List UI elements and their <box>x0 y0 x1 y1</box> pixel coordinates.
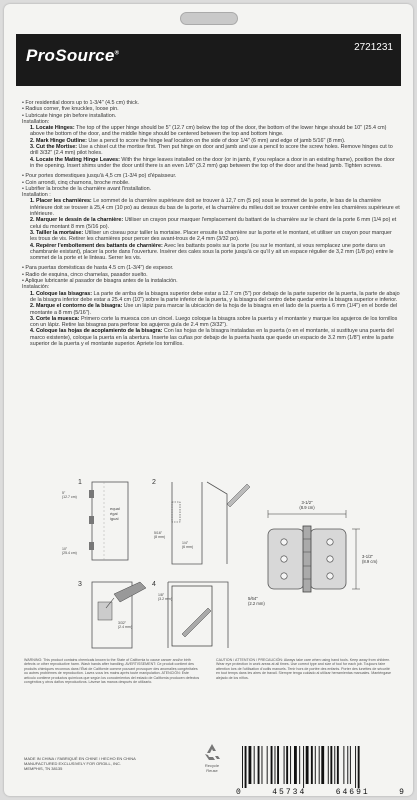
package-card <box>4 4 413 796</box>
step <box>22 157 400 170</box>
barcode-bar <box>337 746 339 784</box>
step-title: 3. Tailler la mortaise: <box>30 229 84 236</box>
barcode-bar <box>267 746 268 784</box>
installation-heading: Instalación: <box>22 284 50 291</box>
recycle-icon <box>201 742 223 762</box>
barcode-bar <box>284 746 285 784</box>
step-text: La parte de arriba de la bisagra superior debe estar a 12.7 cm (5") por debajo de la parte superior de la puerta, la parte de abajo de la bisagra inferior debe estar a 25.4 cm (10") sobre la parte inferior de la puerta, y la bisagra del centro debe quedar entre la bisagra superior e inferior. <box>30 290 400 303</box>
door-edge <box>172 482 202 564</box>
step-title: 4. Repérer l'emboîtement des battants de charnière: <box>30 242 163 249</box>
hinge-bottom <box>89 542 94 550</box>
svg-text:1/8"(3.2 mm): 1/8" (3.2 mm) <box>158 593 172 601</box>
barcode-bar <box>334 746 335 784</box>
barcode-bar <box>271 746 273 784</box>
step <box>22 144 400 157</box>
figure-3 <box>78 581 146 648</box>
barcode-bar <box>242 746 243 788</box>
step-text: Le sommet de la charnière supérieure doit se trouver à 12,7 cm (5 po) sous le sommet de la porte, le bas de la charnière inférieure doit se trouver à 25,4 cm (10 po) au dessus du bas de la porte, et la charnière du milieu doit se trouver centrée entre les charnières supérieure et inférieure. <box>30 198 400 218</box>
barcode-bar <box>355 746 356 788</box>
barcode-bar <box>277 746 279 784</box>
spanish-section <box>22 265 400 347</box>
step-title: 2. Marquer le dessin de la charnière: <box>30 217 124 224</box>
feature-bullet: • Radio de esquina, cinco charnelas, pasador suelto. <box>22 271 148 278</box>
svg-text:3/32"(2.4 mm): 3/32" (2.4 mm) <box>118 621 132 629</box>
feature-bullet: • Pour portes domestiques jusqu'à 4,5 cm (1-3/4 po) d'épaisseur. <box>22 173 177 180</box>
prop65-warning: WARNING: This product contains chemicals known to the State of California to cause cancer and/or birth defects or other reproductive harm. Wash hands after handling. AVERTISSEMENT: Ce produit contient des produits chimiques reconnus dans l'État de Californie comme pouvant provoquer des anomalies congénitales ou autres problèmes de reproduction. Lavez-vous les mains après toute manipulation. ATENCIÓN: Este artículo contiene productos químicos que según los conocimientos del estado de California producen defectos congénitos y otros daños reproductivos. Lávese las manos después de utilizarlo. <box>24 658 200 685</box>
hang-hole <box>180 12 238 25</box>
barcode-bar <box>299 746 300 784</box>
feature-bullet: • Lubricate hinge pin before installation. <box>22 112 117 119</box>
figure-2 <box>152 479 250 564</box>
barcode-bar <box>262 746 263 784</box>
step-text: Avec les battants posés sur la porte (ou sur le montant, si vous remplacez une porte dans un chambranle existant), placer la porte dans l'ouverture. Insérer des cales sous la porte jusqu'à ce qu'il y ait un espace régulier de 3,2 mm (1/8 po) entre le sommet de la porte et le linteau. Serrer les vis. <box>30 242 394 262</box>
svg-text:3-1/2"(8.9 cm): 3-1/2" (8.9 cm) <box>299 500 315 510</box>
english-section <box>22 100 400 169</box>
barcode-bar <box>294 746 297 784</box>
door-frame <box>168 582 228 648</box>
barcode-bar <box>303 746 304 788</box>
dim-bottom: 10" (25.4 cm) <box>62 547 77 555</box>
instructions <box>22 100 400 347</box>
hinge-barrel <box>303 526 311 592</box>
barcode-bar <box>315 746 316 784</box>
step <box>22 316 400 329</box>
barcode-bar <box>286 746 288 784</box>
door-outline <box>92 482 128 560</box>
step-title: 1. Placer les charnières: <box>30 198 92 205</box>
barcode-bar <box>350 746 351 784</box>
figure-4 <box>152 581 228 648</box>
figure-number: 4 <box>152 581 156 588</box>
installation-heading: Installation: <box>22 118 50 125</box>
step <box>22 291 400 304</box>
feature-bullet: • For residential doors up to 1-3/4" (4.5 cm) thick. <box>22 100 140 106</box>
dim-equal: equal égal igual <box>110 506 120 521</box>
svg-text:5/64"(2.2 mm): 5/64" (2.2 mm) <box>248 596 265 606</box>
figure-number: 3 <box>78 581 82 588</box>
step-title: 1. Coloque las bisagras: <box>30 290 93 297</box>
feature-bullet: • Aplique lubricante al pasador de bisagra antes de la instalación. <box>22 278 178 285</box>
barcode-bar <box>249 746 252 784</box>
figure-number: 2 <box>152 479 156 486</box>
caution-notice: CAUTION / ATTENTION / PRECAUCIÓN: Always take care when using hand tools. Keep away from children. Wear eye protection in work areas at all times. Use correct type and size of tool for each job. Toujours faire attention lors de l'utilisation d'outils manuels. Tenir hors de portée des enfants. Porter des lunettes de sécurité en tout temps dans les aires de travail. Siempre tenga cuidado al utilizar herramientas manuales. Manténgase alejado de los niños. <box>216 658 391 680</box>
step <box>22 303 400 316</box>
barcode-bar <box>311 746 313 784</box>
step-text: Primero corte la muesca con un cincel. Luego coloque la bisagra sobre la puerta y el montante y marque los agujeros de los tornillos con un lápiz. Retire las bisagras para perforar los agujeros guía de 2.4 mm (3/32"). <box>30 315 398 329</box>
recycle-label: Recycle Reuse <box>204 763 220 773</box>
step-text: Con las hojas de la bisagra instaladas en la puerta (o en el montante, si sustituye una puerta del marco existente), coloque la puerta en la abertura. Inserte las cuñas por debajo de la puerta hasta que quede un espacio de 3.2 mm (1/8") entre la parte superior de la puerta y el montante superior. Apriete los tornillos. <box>30 328 394 347</box>
step-text: The top of the upper hinge should be 5" (12.7 cm) below the top of the door, the bottom of the lower hinge should be 10" (25.4 cm) above the bottom of the door, and the middle hinge should be centered between the top and bottom hinge. <box>30 125 387 138</box>
barcode-bar <box>245 746 247 788</box>
screwdriver-icon <box>182 608 211 637</box>
distributor: MANUFACTURED EXCLUSIVELY FOR ORGILL, INC. <box>24 761 121 766</box>
barcode-bar <box>306 746 309 784</box>
hinge-top <box>89 490 94 498</box>
upc-digit-group: 45734 <box>272 788 307 796</box>
step <box>22 243 400 262</box>
french-section <box>22 173 400 261</box>
feature-bullet: • Lubrifier la broche de la charnière avant l'installation. <box>22 185 152 192</box>
feature-bullet: • Para puertas domésticas de hasta 4.5 cm (1-3/4") de espesor. <box>22 265 174 272</box>
figure-1 <box>62 479 128 560</box>
jamb <box>207 482 227 564</box>
installation-diagrams <box>22 474 400 654</box>
barcode-bar <box>254 746 255 784</box>
step-title: 1. Locate Hinges: <box>30 125 75 132</box>
pencil-icon <box>227 484 250 507</box>
upc-digit-group: 0 <box>236 788 243 796</box>
brand-trademark: ® <box>114 50 120 57</box>
barcode-bar <box>330 746 332 784</box>
step-title: 4. Locate the Mating Hinge Leaves: <box>30 156 120 163</box>
barcode-bar <box>275 746 276 784</box>
step-title: 4. Coloque las hojas de acoplamiento de la bisagra: <box>30 328 163 335</box>
step-text: Use a pencil to score the hinge leaf location on the side of door 1/4" (6 mm) and edge of jamb 5/16" (8 mm). <box>88 137 346 144</box>
feature-bullet: • Coin arrondi, cinq charnons, broche mobile. <box>22 179 130 186</box>
step-text: Use un lápiz para marcar la ubicación de la hoja de la bisagra en el lado de la puerta a 6 mm (1/4") en el borde del montante a 8 mm (5/16"). <box>30 303 398 316</box>
upc-digit-group: 9 <box>399 788 406 796</box>
brand-header <box>16 34 401 86</box>
barcode-bar <box>319 746 320 784</box>
svg-text:3-1/2"(8.9 cm): 3-1/2" (8.9 cm) <box>362 554 378 564</box>
step <box>22 217 400 230</box>
step-title: 3. Cut the Mortise: <box>30 144 78 151</box>
step <box>22 328 400 347</box>
drill-icon <box>114 582 146 602</box>
manufacturer-info <box>24 756 174 771</box>
upc-digit-group: 64691 <box>335 788 370 796</box>
barcode-bar <box>328 746 329 784</box>
step-title: 2. Mark Hinge Outline: <box>30 137 87 144</box>
svg-text:5/16"(8 mm): 5/16" (8 mm) <box>154 531 166 539</box>
feature-bullet: • Radius corner, five knuckles, loose pin. <box>22 106 119 113</box>
recycle-badge <box>192 742 232 773</box>
hinge-leaf <box>98 602 112 620</box>
step <box>22 230 400 243</box>
figure-number: 1 <box>78 479 82 486</box>
barcode-bar <box>343 746 344 784</box>
brand-logo <box>26 46 119 66</box>
step-text: Utiliser un ciseau pour tailler la mortaise. Placer ensuite la charnière sur la porte et le montant, et utiliser un crayon pour marquer les trous de vis. Retirer les charnières pour percer des avant-trous de 2,4 mm (3/32 po). <box>30 229 392 243</box>
brand-name: ProSource <box>26 46 115 65</box>
sku-number: 2721231 <box>354 42 393 53</box>
dim-top: 5" (12.7 cm) <box>62 491 77 499</box>
step <box>22 125 400 138</box>
step <box>22 198 400 217</box>
barcode-bar <box>358 746 360 788</box>
step-title: 2. Marque el contorno de la bisagra: <box>30 303 123 310</box>
step-text: With the hinge leaves installed on the door (or in jamb, if you replace a door in an existing frame), position the door in the opening. Insert shims under the door until there is an even 1/8" (3.2 mm) gap between the top of the door and the head jamb. Tighten screws. <box>30 156 395 169</box>
barcode-bar <box>321 746 324 784</box>
upc-barcode <box>236 744 406 790</box>
barcode-bar <box>258 746 260 784</box>
hinge-product-drawing <box>248 500 378 606</box>
step-text: Utiliser un crayon pour marquer l'emplacement du battant de la charnière sur le chant de la porte 6 mm (1/4 po) et celui du montant 8 mm (5/16 po). <box>30 217 397 230</box>
step-title: 3. Corte la muesca: <box>30 315 80 322</box>
distributor-city: MEMPHIS, TN 38135 <box>24 766 63 771</box>
barcode-bar <box>290 746 291 784</box>
step-text: Use a chisel cut the mortise first. Then put hinge on door and jamb and use a pencil to score the screw holes. Remove hinges cut to drill 3/32" (2.4 mm) pilot holes. <box>30 144 393 157</box>
upc-digits <box>236 788 406 796</box>
svg-text:1/4"(6 mm): 1/4" (6 mm) <box>182 541 194 549</box>
made-in: MADE IN CHINA / FABRIQUÉ EN CHINE / HECHO EN CHINA <box>24 756 136 761</box>
hinge-middle <box>89 516 94 524</box>
hinge-outline <box>172 502 180 522</box>
barcode-bar <box>347 746 348 784</box>
installation-heading: Installation : <box>22 192 51 199</box>
